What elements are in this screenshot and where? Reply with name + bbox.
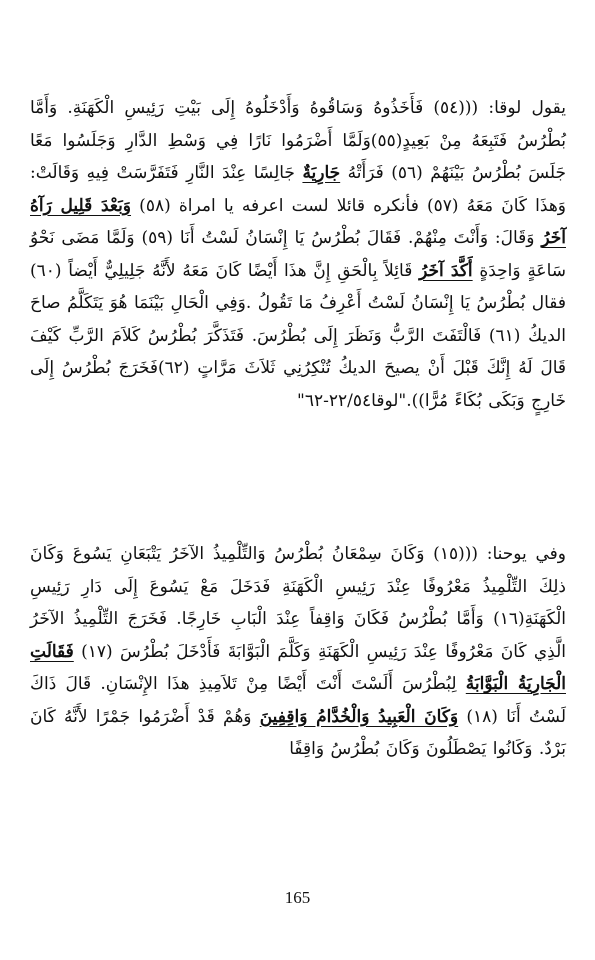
luke-text-segment: وَقَالَ: وَأَنْتَ مِنْهُمْ. فَقَالَ بُطْرُسُ يَا إِنْسَانُ لَسْتُ أَنَا (٥٩) وَلَمَّا مَضَى نَحْوُ سَاعَةٍ وَاحِدَةٍ xyxy=(30,228,566,281)
john-quote-paragraph xyxy=(30,538,566,766)
luke-underlined-phrase: وَبَعْدَ قَلِيل رَآهُ آخَرُ xyxy=(30,195,566,248)
john-text-segment: وَهُمْ قَدْ أَضْرَمُوا جَمْرًا لأَنَّهُ كَانَ بَرْدٌ. وَكَانُوا يَصْطَلُونَ وَكَانَ بُطْرُسُ وَاقِفًا xyxy=(30,706,566,759)
luke-underlined-phrase: جَارِيَةٌ xyxy=(302,163,341,183)
john-underlined-phrase: وَكَانَ الْعَبِيدُ وَالْخُدَّامُ وَاقِفِينَ xyxy=(259,706,459,727)
page-number: 165 xyxy=(284,888,311,907)
john-underlined-phrase: فَقَالَتِ الْجَارِيَةُ الْبَوَّابَةُ xyxy=(30,641,566,694)
luke-text-segment: قَائِلاً بِالْحَقِ إِنَّ هذَا أَيْضًا كَانَ مَعَهُ لأَنَّهُ جَلِيلِيٌّ أَيْضاً (٦٠) فقال بُطْرُسُ يَا إِنْسَانُ لَسْتُ أَعْرِفُ مَا تَقُولُ .وَفِي الْحَالِ بَيْنَمَا هُوَ يَتَكَلَّمُ صاحَ الديكُ (٦١) فَالْتَفَتَ الرَّبُّ وَنَظَرَ إِلَى بُطْرُسَ. فَتَذَكَّرَ بُطْرُسُ كَلاَمَ الرَّبِّ كَيْفَ قَالَ لَهُ إِنَّكَ قَبْلَ أَنْ يصيحَ الديكُ تُنْكِرُنِي ثَلاَثَ مَرَّاتٍ (٦٢)فَخَرَجَ بُطْرُسُ إِلَى خَارِجٍ وَبَكَى بُكَاءً مُرًّا))."لوقا٢٢/٥٤-٦٢" xyxy=(30,260,567,411)
john-text-segment: وفي يوحنا: (((١٥) وَكَانَ سِمْعَانُ بُطْرُسُ وَالتِّلْمِيذُ الآخَرُ يَتْبَعَانِ يَسُوعَ وَكَانَ ذلِكَ التِّلْمِيذُ مَعْرُوفًا عِنْدَ رَئِيسِ الْكَهَنَةِ فَدَخَلَ مَعْ يَسُوعَ إِلَى دَارِ رَئِيسِ الْكَهَنَةِ(١٦) وَأَمَّا بُطْرُسُ فَكَانَ وَاقِفاً عِنْدَ الْبَابِ خَارِجًا. فَخَرَجَ التِّلْمِيذُ الآخَرُ الَّذِي كَانَ مَعْرُوفًا عِنْدَ رَئِيسِ الْكَهَنَةِ وَكَلَّمَ الْبَوَّابَةَ فَأَدْخَلَ بُطْرُسَ (١٧) xyxy=(30,544,566,662)
luke-text-segment: جَالِسًا عِنْدَ النَّارِ فَتَفَرَّسَتْ فِيهِ وَقَالَتْ: وَهذَا كَانَ مَعَهُ (٥٧) فأنكره قائلا لست اعرفه يا امراة (٥٨) xyxy=(30,163,566,216)
luke-text-segment: يقول لوقا: (((٥٤) فَأَخَذُوهُ وَسَاقُوهُ وَأَدْخَلُوهُ إِلَى بَيْتِ رَئِيسِ الْكَهَنَةِ. وَأَمَّا بُطْرُسُ فَتَبِعَهُ مِنْ بَعِيدٍ(٥٥)وَلَمَّا أَضْرَمُوا نَارًا فِي وَسْطِ الدَّارِ وَجَلَسُوا مَعًا جَلَسَ بُطْرُسُ بَيْنَهُمْ (٥٦) فَرَأَتْهُ xyxy=(30,98,567,183)
luke-underlined-phrase: أَكَّدَ آخَرُ xyxy=(419,260,473,281)
luke-quote-paragraph xyxy=(30,92,566,417)
john-text-segment: لِبُطْرُسَ أَلَسْتَ أَنْتَ أَيْضًا مِنْ تَلاَمِيذِ هذَا الإِنْسَانِ. قَالَ ذَاكَ لَسْتُ أَنَا (١٨) xyxy=(30,674,566,727)
